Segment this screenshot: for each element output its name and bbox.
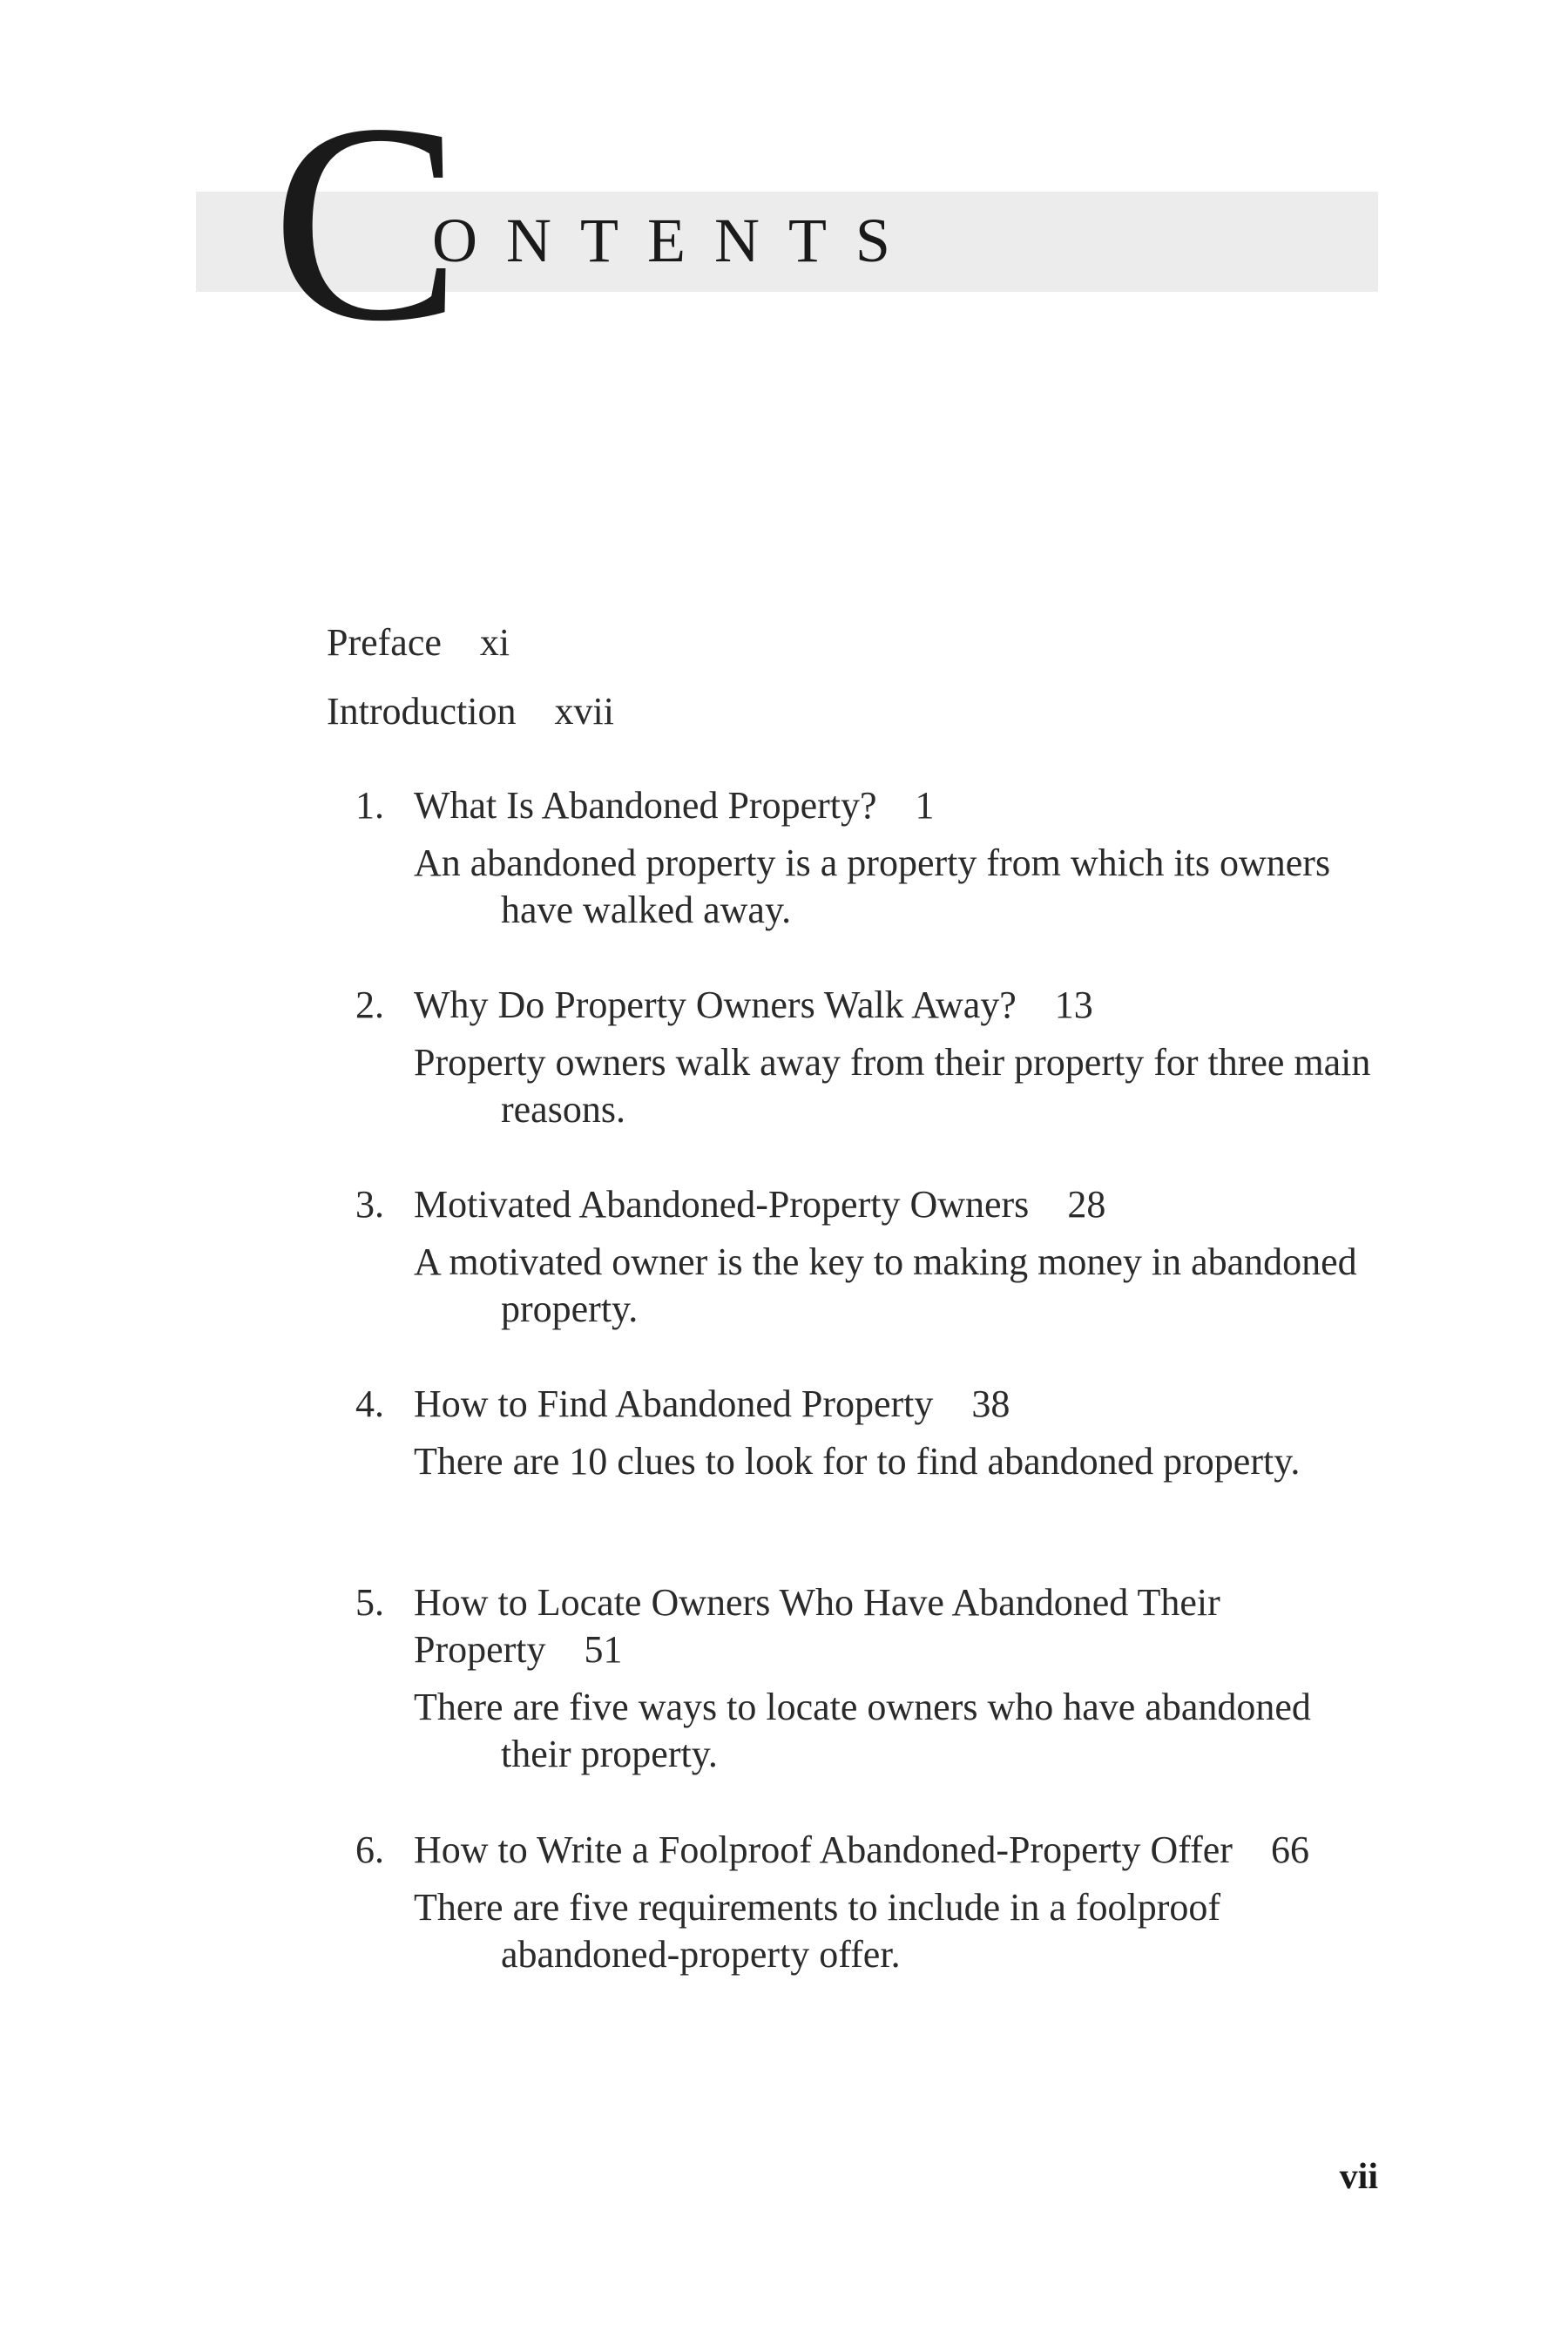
chapter-description: Property owners walk away from their property for three main reasons.	[414, 1041, 1371, 1131]
toc-entry-label: Preface	[327, 621, 442, 664]
toc-chapter-3[interactable]	[327, 1181, 1357, 1333]
chapter-title: Why Do Property Owners Walk Away?	[414, 983, 1017, 1026]
chapter-page: 38	[971, 1382, 1010, 1425]
toc-entry-page: xi	[479, 621, 510, 664]
chapter-title: Motivated Abandoned-Property Owners	[414, 1183, 1030, 1226]
heading-initial: C	[272, 64, 462, 380]
toc-chapter-5[interactable]	[327, 1579, 1337, 1778]
chapter-description: There are 10 clues to look for to find abandoned property.	[414, 1440, 1301, 1483]
toc-chapter-1[interactable]	[327, 782, 1337, 934]
chapter-page: 13	[1054, 983, 1093, 1026]
toc-chapter-2[interactable]	[327, 982, 1371, 1133]
toc-chapter-6[interactable]	[327, 1827, 1337, 1978]
chapter-title: How to Locate Owners Who Have Abandoned Their Property	[414, 1581, 1220, 1671]
chapter-title: How to Write a Foolproof Abandoned-Property Offer	[414, 1828, 1233, 1871]
chapter-title: How to Find Abandoned Property	[414, 1382, 934, 1425]
chapter-page: 51	[584, 1628, 623, 1671]
chapter-description: An abandoned property is a property from which its owners have walked away.	[414, 841, 1331, 931]
chapter-description: There are five requirements to include in a foolproof abandoned-property offer.	[414, 1886, 1221, 1976]
toc-chapter-4[interactable]	[327, 1381, 1337, 1485]
chapter-page: 28	[1067, 1183, 1106, 1226]
toc-entry-introduction[interactable]	[327, 690, 614, 733]
page-number: vii	[1339, 2157, 1378, 2197]
chapter-description: There are five ways to locate owners who have abandoned their property.	[414, 1686, 1311, 1775]
toc-entry-preface[interactable]	[327, 621, 510, 664]
chapter-number: 1.	[355, 784, 384, 827]
chapter-number: 6.	[355, 1828, 384, 1871]
toc-entry-label: Introduction	[327, 690, 517, 733]
chapter-number: 5.	[355, 1581, 384, 1624]
chapter-number: 3.	[355, 1183, 384, 1226]
chapter-number: 4.	[355, 1382, 384, 1425]
chapter-page: 1	[915, 784, 935, 827]
toc-entry-page: xvii	[554, 690, 614, 733]
chapter-number: 2.	[355, 983, 384, 1026]
chapter-page: 66	[1270, 1828, 1309, 1871]
chapter-title: What Is Abandoned Property?	[414, 784, 877, 827]
page-title: ONTENTS	[432, 206, 919, 275]
chapter-description: A motivated owner is the key to making money in abandoned property.	[414, 1240, 1357, 1330]
